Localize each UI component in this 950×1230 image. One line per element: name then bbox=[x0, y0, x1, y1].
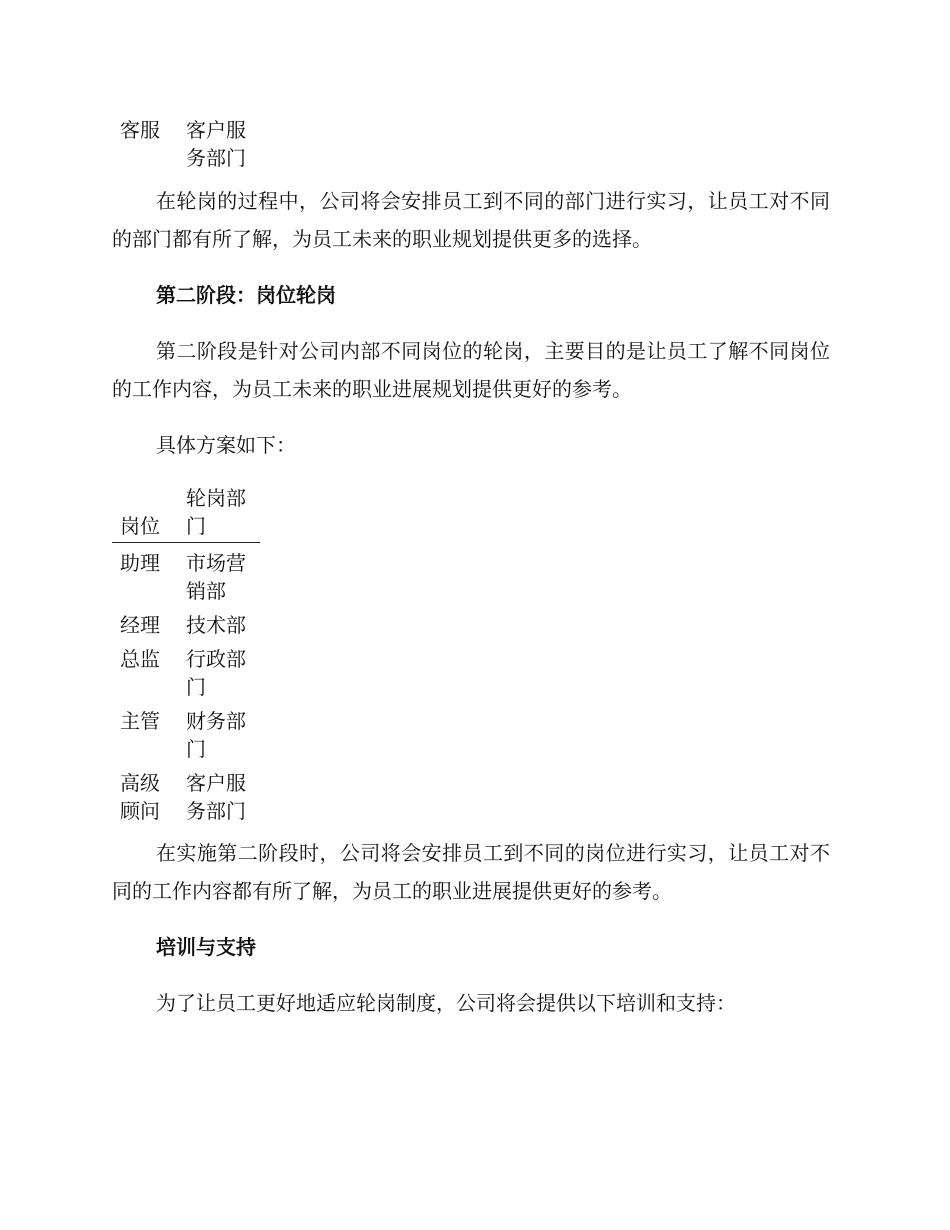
paragraph-stage-two-implementation: 在实施第二阶段时，公司将会安排员工到不同的岗位进行实习，让员工对不同的工作内容都有所了解，为员工的职业进展提供更好的参考。 bbox=[112, 841, 830, 903]
paragraph-plan-intro: 具体方案如下： bbox=[156, 433, 296, 457]
department-cell: 技术部 bbox=[186, 613, 246, 637]
department-cell: 市场营销部 bbox=[186, 551, 246, 603]
position-rotation-table bbox=[112, 480, 260, 828]
table-row bbox=[112, 608, 260, 642]
table-row bbox=[112, 112, 260, 176]
department-cell: 行政部门 bbox=[186, 647, 246, 699]
position-cell: 经理 bbox=[120, 613, 160, 637]
paragraph-stage-two-intro: 第二阶段是针对公司内部不同岗位的轮岗，主要目的是让员工了解不同岗位的工作内容，为员工未来的职业进展规划提供更好的参考。 bbox=[112, 339, 830, 401]
position-cell: 主管 bbox=[120, 709, 160, 733]
document-page bbox=[112, 112, 830, 1022]
header-position: 岗位 bbox=[112, 480, 178, 543]
position-cell: 总监 bbox=[120, 647, 160, 671]
heading-stage-two: 第二阶段：岗位轮岗 bbox=[156, 283, 336, 307]
department-cell: 客户服务部门 bbox=[186, 771, 246, 823]
table-row bbox=[112, 704, 260, 766]
department-cell: 客户服务部门 bbox=[186, 118, 246, 170]
position-cell: 高级顾问 bbox=[120, 771, 160, 823]
position-cell: 客服 bbox=[120, 118, 160, 142]
header-department: 轮岗部门 bbox=[178, 480, 260, 543]
table-header-row bbox=[112, 480, 260, 543]
paragraph-training-intro: 为了让员工更好地适应轮岗制度，公司将会提供以下培训和支持： bbox=[156, 991, 736, 1015]
heading-training-support: 培训与支持 bbox=[156, 935, 256, 959]
department-cell: 财务部门 bbox=[186, 709, 246, 761]
table-row bbox=[112, 543, 260, 609]
position-cell: 助理 bbox=[120, 551, 160, 575]
paragraph-rotation-process: 在轮岗的过程中，公司将会安排员工到不同的部门进行实习，让员工对不同的部门都有所了解，为员工未来的职业规划提供更多的选择。 bbox=[112, 189, 830, 251]
department-table-continued bbox=[112, 112, 260, 176]
table-row bbox=[112, 642, 260, 704]
table-row bbox=[112, 766, 260, 828]
